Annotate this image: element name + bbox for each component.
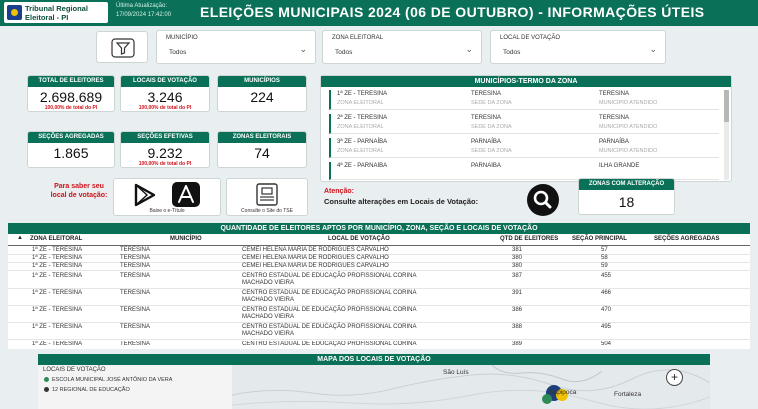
cell-municipio: TERESINA (120, 247, 151, 253)
cell-qtd: 380 (512, 255, 523, 261)
cell-local: CENTRO ESTADUAL DE EDUCAÇÃO PROFISSIONAL CORINA (242, 307, 417, 313)
kpi-value: 2.698.689 (39, 89, 103, 105)
cell-municipio: TERESINA (120, 273, 151, 279)
consult-tse-button[interactable] (226, 178, 308, 216)
kpi-secoes-efetivas (120, 131, 210, 168)
kpi-value: 18 (618, 194, 635, 210)
cell-zona: 1ª ZE - TERESINA (32, 324, 83, 330)
search-alteracoes-button[interactable] (527, 184, 559, 216)
sede-text: PARNAÍBA (471, 139, 501, 145)
cell-municipio: TERESINA (120, 290, 151, 296)
kpi-municipios (217, 75, 307, 112)
kpi-value: 3.246 (147, 89, 183, 105)
cell-zona: 1ª ZE - TERESINA (32, 255, 83, 261)
cell-qtd: 389 (512, 341, 523, 347)
alert-message: Consulte alterações em Locais de Votação: (324, 197, 479, 206)
cell-secao: 504 (601, 341, 612, 347)
zona-eleitoral-label: ZONA ELEITORAL (332, 35, 383, 41)
table-row[interactable] (8, 273, 750, 289)
cell-local-line2: MACHADO VIEIRA (242, 314, 295, 320)
app-question: Para saber seu local de votação: (50, 183, 108, 199)
kpi-label: MUNICÍPIOS (218, 76, 306, 87)
app-store-icon (172, 182, 200, 207)
cell-zona: 1ª ZE - TERESINA (32, 247, 83, 253)
zona-sub: ZONA ELEITORAL (337, 148, 384, 154)
update-label: Última Atualização: (116, 3, 168, 9)
zoom-in-button[interactable]: + (666, 369, 683, 386)
kpi-value: 74 (254, 145, 270, 161)
table-row[interactable] (8, 324, 750, 340)
table-row[interactable] (8, 263, 750, 271)
list-item[interactable] (329, 90, 719, 110)
kpi-locais-votacao (120, 75, 210, 112)
download-etitulo-button[interactable] (113, 178, 221, 216)
cell-local: CENTRO ESTADUAL DE EDUCAÇÃO PROFISSIONAL CORINA (242, 273, 417, 279)
municipios-termo-panel (320, 75, 732, 182)
cell-zona: 1ª ZE - TERESINA (32, 273, 83, 279)
cell-zona: 1ª ZE - TERESINA (32, 290, 83, 296)
list-item[interactable] (329, 114, 719, 134)
cell-zona: 1ª ZE - TERESINA (32, 341, 83, 347)
kpi-value: 1.865 (53, 145, 89, 161)
eleitores-table (8, 223, 750, 349)
zona-text: 1ª ZE - TERESINA (337, 91, 388, 97)
search-icon (527, 184, 559, 216)
cell-municipio: TERESINA (120, 324, 151, 330)
map-canvas[interactable] (232, 365, 710, 409)
kpi-total-eleitores (27, 75, 115, 112)
sede-sub: SEDE DA ZONA (471, 124, 512, 130)
sede-text: TERESINA (471, 115, 502, 121)
cell-municipio: TERESINA (120, 307, 151, 313)
cell-zona: 1ª ZE - TERESINA (32, 307, 83, 313)
flag-icon (7, 5, 22, 20)
column-header[interactable]: SEÇÃO PRINCIPAL (572, 236, 627, 242)
table-row[interactable] (8, 290, 750, 306)
zona-sub: ZONA ELEITORAL (337, 100, 384, 106)
sort-up-icon[interactable]: ▲ (17, 235, 23, 241)
sede-text: TERESINA (471, 91, 502, 97)
municipio-text: PARNAÍBA (599, 139, 629, 145)
document-icon (254, 182, 280, 207)
header-divider (8, 245, 750, 246)
municipio-sub: MUNICÍPIO ATENDIDO (599, 124, 658, 130)
municipio-text: TERESINA (599, 91, 630, 97)
panel-title: MUNICÍPIOS-TERMO DA ZONA (321, 76, 731, 87)
chevron-down-icon: ⌄ (299, 44, 307, 54)
store-label: Baixe o e-Título (149, 208, 185, 214)
cell-local-line2: MACHADO VIEIRA (242, 297, 295, 303)
tre-logo (4, 2, 108, 23)
cell-municipio: TERESINA (120, 263, 151, 269)
cell-local: CENTRO ESTADUAL DE EDUCAÇÃO PROFISSIONAL CORINA (242, 290, 417, 296)
cell-local: CEMEI HELENA MARIA DE RODRIGUES CARVALHO (242, 263, 389, 269)
cell-secao: 455 (601, 273, 612, 279)
municipio-text: ILHA GRANDE (599, 163, 640, 169)
cell-local: CENTRO ESTADUAL DE EDUCAÇÃO PROFISSIONAL CORINA (242, 324, 417, 330)
google-play-icon (130, 183, 160, 207)
alert-title: Atenção: (324, 188, 354, 195)
kpi-label: SEÇÕES AGREGADAS (28, 132, 114, 143)
cell-qtd: 386 (512, 307, 523, 313)
cell-secao: 58 (601, 255, 608, 261)
cell-municipio: TERESINA (120, 255, 151, 261)
map-city-label: São Luís (443, 369, 469, 376)
table-row[interactable] (8, 307, 750, 323)
kpi-label: ZONAS ELEITORAIS (218, 132, 306, 143)
zona-text: 3ª ZE - PARNAÍBA (337, 139, 388, 145)
local-votacao-label: LOCAL DE VOTAÇÃO (500, 35, 561, 41)
municipio-dropdown[interactable] (156, 30, 316, 64)
chevron-down-icon: ⌄ (465, 44, 473, 54)
cell-local-line2: MACHADO VIEIRA (242, 280, 295, 286)
map-city-label: Itapipoca (550, 389, 577, 396)
cell-secao: 470 (601, 307, 612, 313)
municipio-value: Todos (169, 49, 187, 56)
kpi-label: SEÇÕES EFETIVAS (121, 132, 209, 143)
kpi-percent: 100,00% de total do PI (138, 161, 192, 167)
map-city-label: Fortaleza (614, 391, 642, 398)
update-value: 17/09/2024 17:42:00 (116, 12, 172, 18)
cell-local: CENTRO ESTADUAL DE EDUCAÇÃO PROFISSIONAL CORINA (242, 341, 417, 347)
cell-local: CEMEI HELENA MARIA DE RODRIGUES CARVALHO (242, 247, 389, 253)
column-header[interactable]: LOCAL DE VOTAÇÃO (328, 236, 390, 242)
cell-zona: 1ª ZE - TERESINA (32, 263, 83, 269)
filter-icon (111, 38, 135, 58)
kpi-zonas-alteracao (578, 178, 675, 215)
kpi-label: ZONAS COM ALTERAÇÃO (579, 179, 674, 190)
cell-qtd: 388 (512, 324, 523, 330)
legend-label: 12 REGIONAL DE EDUCAÇÃO (52, 387, 130, 393)
map-panel[interactable] (38, 354, 710, 409)
municipio-sub: MUNICÍPIO ATENDIDO (599, 148, 658, 154)
sede-sub: SEDE DA ZONA (471, 100, 512, 106)
local-votacao-dropdown[interactable] (490, 30, 666, 64)
table-row[interactable] (8, 255, 750, 263)
kpi-value: 224 (250, 89, 274, 105)
cell-secao: 57 (601, 247, 608, 253)
kpi-zonas-eleitorais (217, 131, 307, 168)
column-header[interactable]: SEÇÕES AGREGADAS (654, 236, 720, 242)
chevron-down-icon: ⌄ (649, 44, 657, 54)
cell-qtd: 387 (512, 273, 523, 279)
zona-eleitoral-dropdown[interactable] (322, 30, 482, 64)
kpi-percent: 100,00% de total do PI (44, 105, 98, 111)
sede-sub: SEDE DA ZONA (471, 148, 512, 154)
zona-text: 2ª ZE - TERESINA (337, 115, 388, 121)
list-item[interactable] (329, 138, 719, 158)
kpi-value: 9.232 (147, 145, 183, 161)
scrollbar-thumb[interactable] (724, 90, 729, 122)
kpi-label: LOCAIS DE VOTAÇÃO (121, 76, 209, 87)
municipio-sub: MUNICÍPIO ATENDIDO (599, 100, 658, 106)
column-header[interactable]: QTD DE ELEITORES (500, 236, 559, 242)
cell-secao: 495 (601, 324, 612, 330)
map-title: MAPA DOS LOCAIS DE VOTAÇÃO (38, 354, 710, 365)
tse-label: Consulte o Site do TSE (241, 208, 293, 214)
table-title: QUANTIDADE DE ELEITORES APTOS POR MUNICÍPIO, ZONA, SEÇÃO E LOCAIS DE VOTAÇÃO (8, 223, 750, 234)
cell-qtd: 381 (512, 247, 523, 253)
column-header[interactable]: MUNICÍPIO (170, 236, 202, 242)
table-row[interactable] (8, 341, 750, 349)
sede-text: PARNAÍBA (471, 163, 501, 169)
cell-qtd: 391 (512, 290, 523, 296)
table-row[interactable] (8, 247, 750, 255)
clear-filters-button[interactable] (96, 31, 148, 63)
legend-item[interactable] (44, 387, 130, 393)
cell-municipio: TERESINA (120, 341, 151, 347)
zona-eleitoral-value: Todos (335, 49, 353, 56)
legend-label: ESCOLA MUNICIPAL JOSÉ ANTÔNIO DA VERA (52, 377, 173, 383)
kpi-percent: 100,00% de total do PI (138, 105, 192, 111)
legend-dot-icon (44, 377, 49, 382)
zona-sub: ZONA ELEITORAL (337, 124, 384, 130)
zona-text: 4ª ZE - PARNAÍBA (337, 163, 388, 169)
cell-qtd: 380 (512, 263, 523, 269)
brand-line1: Tribunal Regional (25, 4, 88, 13)
cell-secao: 59 (601, 263, 608, 269)
map-legend (38, 365, 232, 409)
municipio-text: TERESINA (599, 115, 630, 121)
legend-item[interactable] (44, 377, 172, 383)
local-votacao-value: Todos (503, 49, 521, 56)
kpi-secoes-agregadas (27, 131, 115, 168)
cell-local-line2: MACHADO VIEIRA (242, 331, 295, 337)
legend-title: LOCAIS DE VOTAÇÃO (43, 367, 106, 373)
municipio-label: MUNICÍPIO (166, 35, 198, 41)
legend-dot-icon (44, 387, 49, 392)
page-title: ELEIÇÕES MUNICIPAIS 2024 (06 DE OUTUBRO) - INFORMAÇÕES ÚTEIS (200, 4, 705, 20)
cell-local: CEMEI HELENA MARIA DE RODRIGUES CARVALHO (242, 255, 389, 261)
brand-line2: Eleitoral - PI (25, 13, 69, 22)
kpi-label: TOTAL DE ELEITORES (28, 76, 114, 87)
cell-secao: 466 (601, 290, 612, 296)
column-header[interactable]: ZONA ELEITORAL (30, 236, 83, 242)
